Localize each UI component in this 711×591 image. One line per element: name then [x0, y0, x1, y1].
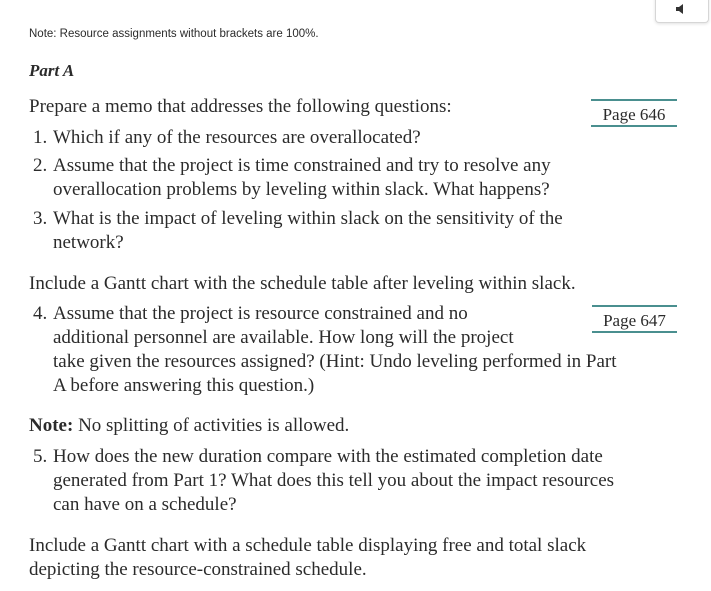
question-number: 5.: [33, 446, 48, 467]
question-text-line-1: Assume that the project is resource constrained and no: [53, 303, 468, 324]
note-label: Note:: [29, 415, 74, 436]
question-text-line-3: can have on a schedule?: [53, 494, 237, 515]
part-title: Part A: [29, 61, 75, 80]
speaker-icon: [675, 3, 689, 15]
page-ref-646: Page 646: [591, 99, 677, 127]
page-ref-647: Page 647: [592, 305, 677, 333]
question-number: 1.: [33, 127, 48, 148]
question-text-line-2: network?: [53, 232, 124, 253]
question-number: 2.: [33, 155, 48, 176]
audio-button[interactable]: [655, 0, 709, 23]
question-text-line-3: take given the resources assigned? (Hint: Undo leveling performed in Part: [53, 351, 617, 372]
question-text-line-2: overallocation problems by leveling within slack. What happens?: [53, 179, 550, 200]
question-text-line-1: What is the impact of leveling within slack on the sensitivity of the: [53, 208, 563, 229]
note-paragraph: [29, 414, 349, 438]
gantt-instruction-2-line-2: depicting the resource-constrained schedule.: [29, 559, 367, 580]
question-text-line-1: How does the new duration compare with the estimated completion date: [53, 446, 603, 467]
question-number: 4.: [33, 303, 48, 324]
question-text-line-4: A before answering this question.): [53, 375, 315, 396]
gantt-instruction-1: Include a Gantt chart with the schedule table after leveling within slack.: [29, 273, 576, 294]
gantt-instruction-2: [29, 534, 586, 582]
question-number: 3.: [33, 208, 48, 229]
question-text-line-2: generated from Part 1? What does this tell you about the impact resources: [53, 470, 615, 491]
question-text-line-2: additional personnel are available. How long will the project: [53, 327, 514, 348]
gantt-instruction-2-line-1: Include a Gantt chart with a schedule table displaying free and total slack: [29, 535, 587, 556]
note-text: No splitting of activities is allowed.: [73, 415, 350, 436]
question-text-line-1: Assume that the project is time constrained and try to resolve any: [53, 155, 551, 176]
question-text: Which if any of the resources are overallocated?: [53, 127, 421, 148]
resource-note: Note: Resource assignments without brackets are 100%.: [29, 28, 319, 40]
intro-text: Prepare a memo that addresses the following questions:: [29, 96, 452, 117]
